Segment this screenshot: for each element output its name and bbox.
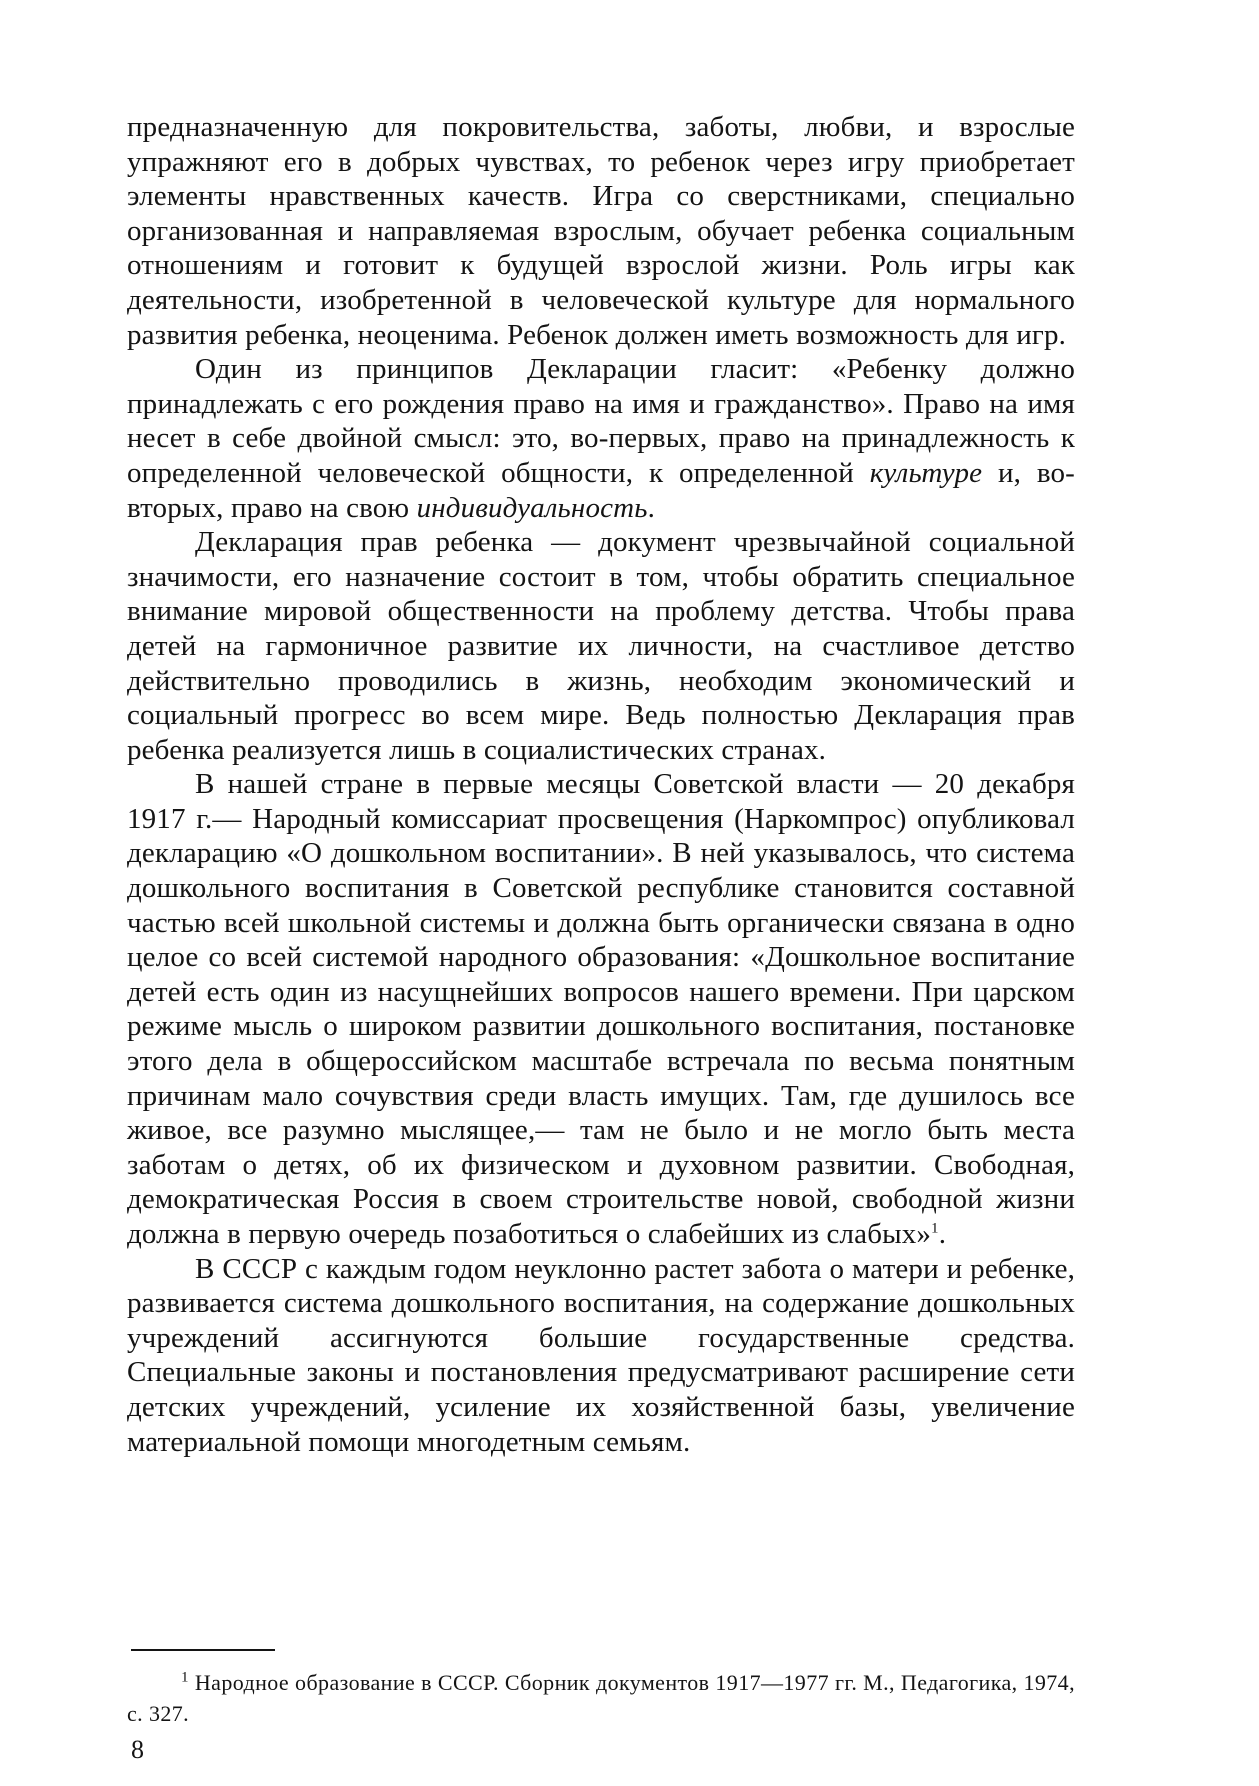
footnote-divider [131, 1649, 275, 1651]
text-run: предназначенную для покровительства, заботы, любви, и взрослые упражняют его в добрых чувствах, то ребенок через игру приобретает элементы нравственных качеств. Игра со сверстниками, специально организованная и направляемая взрослым, обучает ребенка социальным отношениям и готовит к будущей взрослой жизни. Роль игры как деятельности, изобретенной в человеческой культуре для нормального развития ребенка, неоценима. Ребенок должен иметь возможность для игр. [127, 111, 1075, 351]
paragraph [127, 1252, 1075, 1460]
paragraph [127, 767, 1075, 1251]
text-run: В СССР с каждым годом неуклонно растет забота о матери и ребенке, развивается система дошкольного воспитания, на содержание дошкольных учреждений ассигнуются большие государственные средства. Специальные законы и постановления предусматривают расширение сети детских учреждений, усиление их хозяйственной базы, увеличение материальной помощи многодетным семьям. [127, 1252, 1075, 1458]
footnote [127, 1667, 1075, 1729]
footnote-reference: 1 [931, 1220, 939, 1237]
text-run: . [647, 491, 655, 524]
italic-term: индивидуальность [416, 491, 648, 524]
text-run: . [938, 1218, 947, 1250]
italic-term: культуре [869, 456, 983, 489]
page-number: 8 [131, 1735, 144, 1764]
text-run: и, во-вторых, право на свою [127, 456, 1075, 524]
text-run: В нашей стране в первые месяцы Советской власти — 20 декабря 1917 г.— Народный комиссариат просвещения (Наркомпрос) опубликовал декларацию «О дошкольном воспитании». В ней указывалось, что система дошкольного воспитания в Советской республике становится составной частью всей школьной системы и должна быть органически связана в одно целое со всей системой народного образования: «Дошкольное воспитание детей есть один из насущнейших вопросов нашего времени. При царском режиме мысль о широком развитии дошкольного воспитания, постановке этого дела в общероссийском масштабе встречала по весьма понятным причинам мало сочувствия среди власть имущих. Там, где душилось все живое, все разумно мыслящее,— там не было и не могло быть места заботам о детях, об их физическом и духовном развитии. Свободная, демократическая Россия в своем строительстве новой, свободной жизни должна в первую очередь позаботиться о слабейших из слабых» [127, 768, 1075, 1250]
paragraph [127, 352, 1075, 525]
paragraph [127, 525, 1075, 767]
paragraph [127, 110, 1075, 352]
footnote-marker: 1 [181, 1669, 189, 1686]
footnote-text: Народное образование в СССР. Сборник документов 1917—1977 гг. М., Педагогика, 1974, с. 327. [127, 1670, 1075, 1726]
text-run: Один из принципов Декларации гласит: «Ребенку должно принадлежать с его рождения право на имя и гражданство». Право на имя несет в себе двойной смысл: это, во-первых, право на принадлежность к определенной человеческой общности, к определенной [127, 353, 1075, 489]
body-text [127, 110, 1075, 1459]
text-run: Декларация прав ребенка — документ чрезвычайной социальной значимости, его назначение состоит в том, чтобы обратить специальное внимание мировой общественности на проблему детства. Чтобы права детей на гармоничное развитие их личности, на счастливое детство действительно проводились в жизнь, необходим экономический и социальный прогресс во всем мире. Ведь полностью Декларация прав ребенка реализуется лишь в социалистических странах. [127, 526, 1075, 766]
